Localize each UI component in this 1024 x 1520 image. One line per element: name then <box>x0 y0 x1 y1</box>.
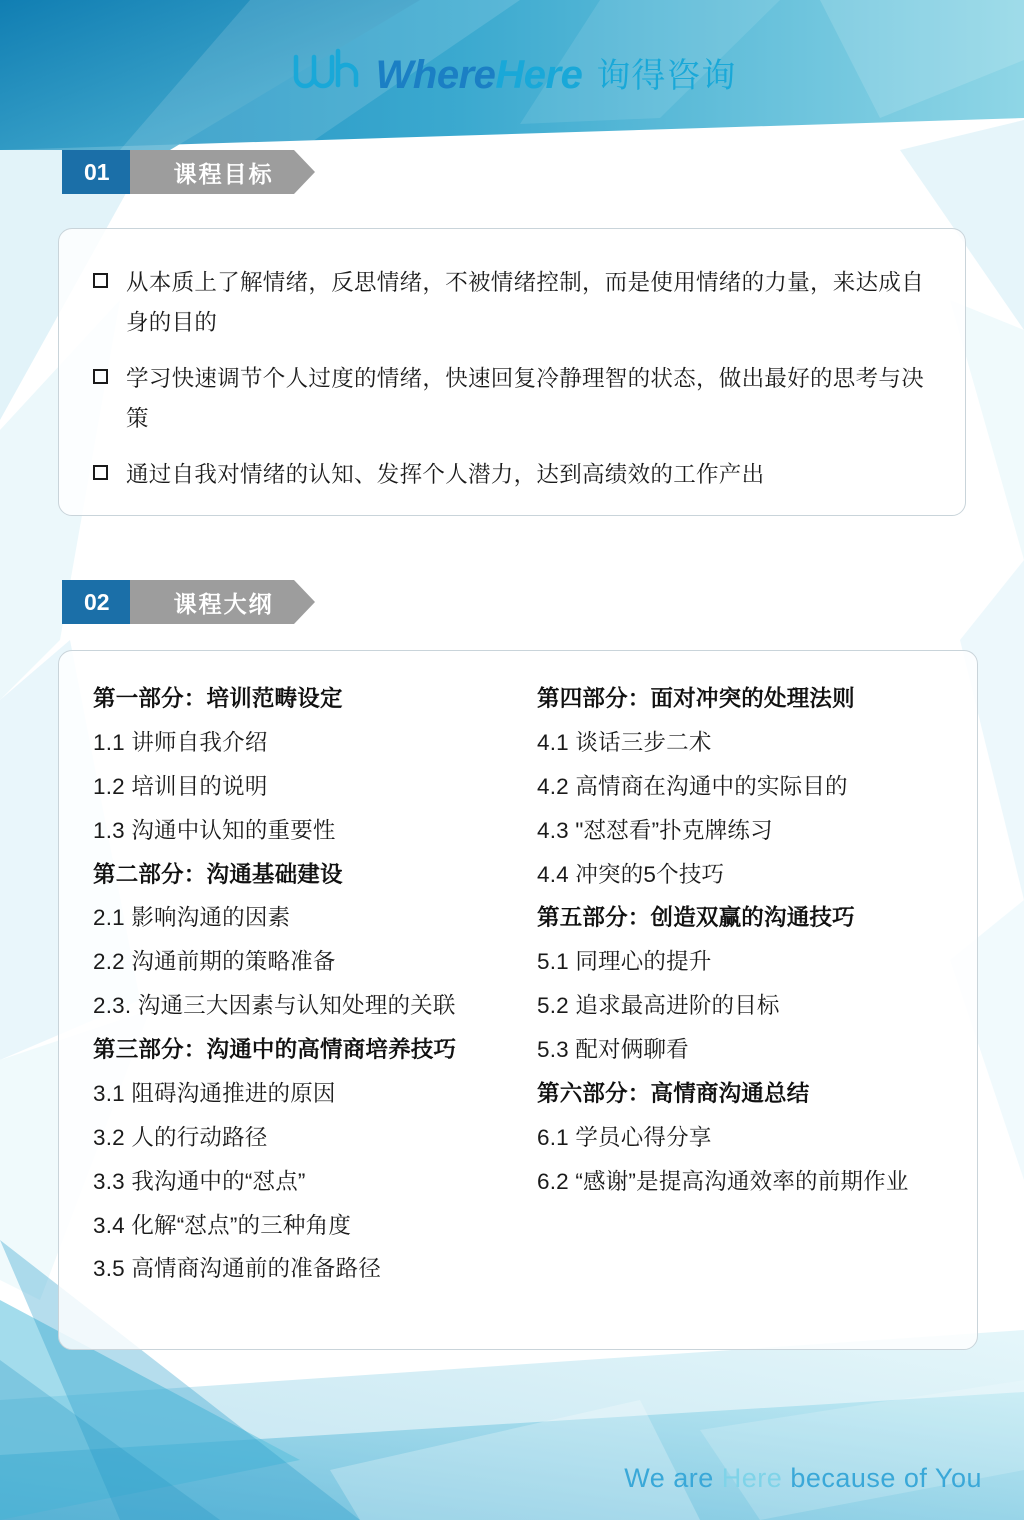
section-tag-01 <box>62 150 294 194</box>
section-number: 01 <box>62 150 130 194</box>
outline-item: 3.5 高情商沟通前的准备路径 <box>93 1256 382 1282</box>
square-bullet-icon <box>93 369 108 384</box>
outline-heading: 第三部分：沟通中的高情商培养技巧 <box>93 1037 457 1062</box>
outline-item: 3.4 化解“怼点”的三种角度 <box>93 1212 352 1238</box>
outline-item: 5.2 追求最高进阶的目标 <box>537 993 780 1019</box>
footer-part1: We are <box>624 1463 722 1493</box>
square-bullet-icon <box>93 465 108 480</box>
outline-item: 1.2 培训目的说明 <box>93 773 268 799</box>
list-item <box>93 263 925 343</box>
outline-columns <box>59 651 977 1317</box>
outline-item: 3.2 人的行动路径 <box>93 1124 268 1150</box>
wh-monogram-icon <box>288 47 362 95</box>
outline-heading: 第四部分：面对冲突的处理法则 <box>537 686 855 711</box>
outline-item: 2.3. 沟通三大因素与认知处理的关联 <box>93 993 456 1019</box>
logo <box>288 47 737 95</box>
outline-item: 2.1 影响沟通的因素 <box>93 905 291 931</box>
outline-item: 3.1 阻碍沟通推进的原因 <box>93 1080 336 1106</box>
list-item <box>93 455 925 495</box>
outline-right-column <box>537 677 947 1291</box>
objective-text: 从本质上了解情绪，反思情绪，不被情绪控制，而是使用情绪的力量，来达成自身的目的 <box>126 270 925 336</box>
logo-text-en <box>376 55 583 95</box>
outline-item: 2.2 沟通前期的策略准备 <box>93 949 336 975</box>
outline-item: 5.3 配对俩聊看 <box>537 1037 689 1062</box>
outline-item: 1.3 沟通中认知的重要性 <box>93 817 336 843</box>
outline-heading: 第一部分：培训范畴设定 <box>93 686 343 711</box>
objectives-list <box>59 229 965 523</box>
square-bullet-icon <box>93 273 108 288</box>
footer-tagline <box>624 1463 982 1494</box>
logo-where: Where <box>375 53 496 97</box>
outline-heading: 第二部分：沟通基础建设 <box>93 861 343 887</box>
outline-item: 1.1 讲师自我介绍 <box>93 729 268 755</box>
footer-highlight: Here <box>721 1463 783 1493</box>
footer-part3: because of You <box>782 1463 982 1493</box>
section-title: 课程目标 <box>130 150 294 194</box>
objective-text: 学习快速调节个人过度的情绪，快速回复冷静理智的状态，做出最好的思考与决策 <box>126 366 925 432</box>
section-title: 课程大纲 <box>130 580 294 624</box>
outline-item: 4.2 高情商在沟通中的实际目的 <box>537 773 848 799</box>
section-tag-02 <box>62 580 294 624</box>
outline-card <box>58 650 978 1350</box>
objective-text: 通过自我对情绪的认知、发挥个人潜力，达到高绩效的工作产出 <box>126 462 765 488</box>
section-number: 02 <box>62 580 130 624</box>
outline-item: 4.1 谈话三步二术 <box>537 729 712 755</box>
outline-item: 4.3 "怼怼看”扑克牌练习 <box>537 817 773 843</box>
outline-heading: 第五部分：创造双赢的沟通技巧 <box>537 905 855 931</box>
outline-left-column <box>93 677 503 1291</box>
outline-item: 3.3 我沟通中的“怼点” <box>93 1168 306 1194</box>
brand-header <box>0 34 1024 108</box>
list-item <box>93 359 925 439</box>
outline-item: 6.2 “感谢”是提高沟通效率的前期作业 <box>537 1168 909 1194</box>
objectives-card <box>58 228 966 516</box>
outline-item: 5.1 同理心的提升 <box>537 949 712 975</box>
outline-item: 4.4 冲突的5个技巧 <box>537 861 725 887</box>
outline-item: 6.1 学员心得分享 <box>537 1124 712 1150</box>
outline-heading: 第六部分：高情商沟通总结 <box>537 1080 810 1106</box>
logo-text-cn: 询得咨询 <box>596 57 737 95</box>
logo-here: Here <box>495 53 583 97</box>
